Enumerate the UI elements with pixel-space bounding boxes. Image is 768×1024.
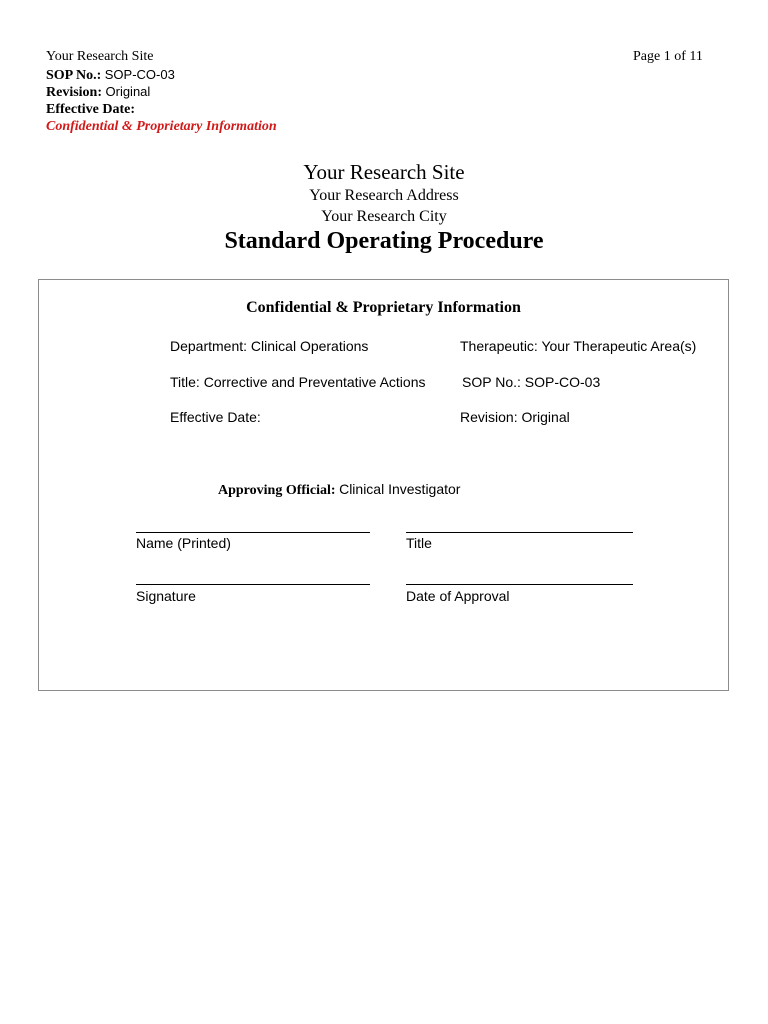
sop-info-box — [38, 279, 729, 691]
name-printed-label: Name (Printed) — [136, 535, 231, 551]
approving-official — [218, 481, 460, 499]
revision-label: Revision: — [46, 85, 102, 100]
box-heading: Confidential & Proprietary Information — [246, 299, 521, 316]
document-title: Standard Operating Procedure — [224, 228, 544, 254]
revision-field: Revision: Original — [460, 409, 570, 425]
title-field: Title: Corrective and Preventative Actions — [170, 374, 426, 390]
confidential-notice: Confidential & Proprietary Information — [46, 119, 277, 134]
name-printed-line[interactable] — [136, 532, 370, 533]
title-label: Title — [406, 535, 432, 551]
header-site-name: Your Research Site — [46, 49, 154, 64]
site-address: Your Research Address — [309, 187, 459, 204]
title-line[interactable] — [406, 532, 633, 533]
header-revision-line — [46, 83, 150, 101]
effective-date-label: Effective Date: — [46, 102, 136, 117]
revision-value: Original — [105, 84, 151, 99]
approving-official-value: Clinical Investigator — [339, 481, 461, 497]
page-number: Page 1 of 11 — [633, 49, 703, 64]
header-sop-line — [46, 66, 175, 84]
signature-label: Signature — [136, 588, 196, 604]
date-of-approval-label: Date of Approval — [406, 588, 510, 604]
approving-official-label: Approving Official: — [218, 483, 336, 498]
therapeutic-field: Therapeutic: Your Therapeutic Area(s) — [460, 338, 697, 354]
sop-value: SOP-CO-03 — [104, 67, 175, 82]
site-title: Your Research Site — [303, 160, 465, 184]
sop-number-field: SOP No.: SOP-CO-03 — [462, 374, 601, 390]
signature-line[interactable] — [136, 584, 370, 585]
date-of-approval-line[interactable] — [406, 584, 633, 585]
sop-label: SOP No.: — [46, 68, 102, 83]
department-field: Department: Clinical Operations — [170, 338, 369, 354]
effective-date-field: Effective Date: — [170, 409, 261, 425]
site-city: Your Research City — [321, 208, 447, 225]
